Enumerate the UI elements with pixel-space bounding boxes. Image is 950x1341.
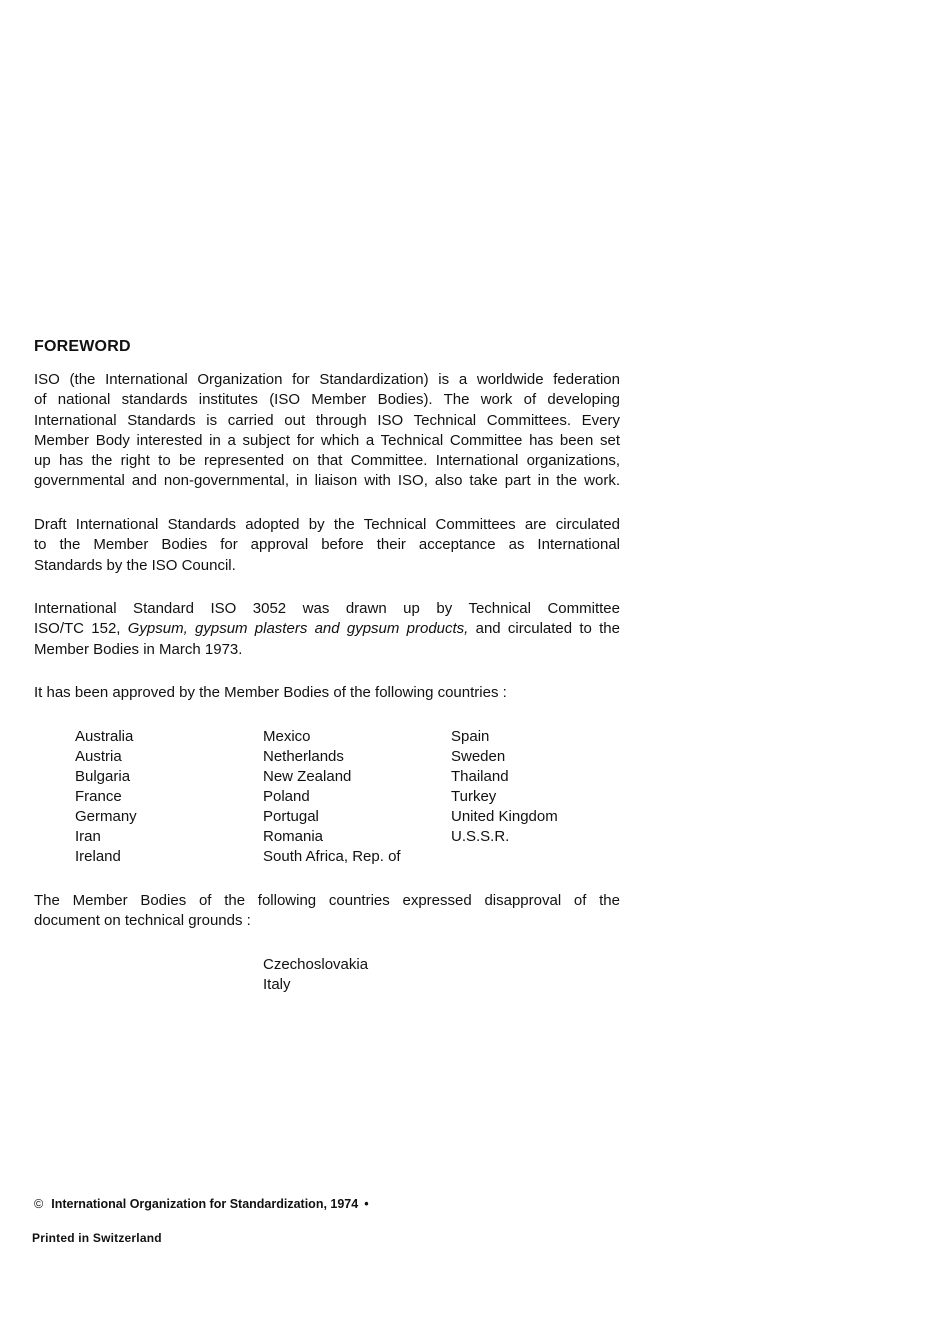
disapproving-countries-list — [263, 955, 368, 995]
copyright-line — [34, 1197, 369, 1211]
country-item: U.S.S.R. — [451, 828, 510, 845]
paragraph-line: Draft International Standards adopted by the Technical Committees are circulated — [34, 516, 620, 533]
country-item: Romania — [263, 828, 324, 845]
foreword-paragraph-5 — [34, 891, 620, 932]
foreword-paragraph-2 — [34, 515, 620, 576]
paragraph-line: Member Body interested in a subject for which a Technical Committee has been set — [34, 431, 620, 449]
approving-countries-column-1 — [75, 727, 137, 867]
country-item: Czechoslovakia — [263, 956, 369, 973]
country-item: Germany — [75, 808, 137, 825]
country-item: Italy — [263, 976, 291, 993]
country-item: United Kingdom — [451, 808, 558, 825]
bullet-icon: • — [364, 1197, 369, 1211]
country-item: Netherlands — [263, 748, 344, 765]
paragraph-line: governmental and non-governmental, in liaison with ISO, also take part in the work. — [34, 472, 620, 490]
country-item: New Zealand — [263, 768, 352, 785]
approving-countries-column-3 — [451, 727, 558, 847]
paragraph-line: International Standard ISO 3052 was drawn up by Technical Committee — [34, 600, 620, 617]
country-item: Australia — [75, 728, 134, 745]
country-item: France — [75, 788, 122, 805]
copyright-text: International Organization for Standardization, 1974 — [51, 1197, 359, 1211]
country-item: Thailand — [451, 768, 509, 785]
foreword-heading: FOREWORD — [34, 338, 131, 355]
country-item: Ireland — [75, 848, 121, 865]
country-item: Austria — [75, 748, 122, 765]
paragraph-line: of national standards institutes (ISO Member Bodies). The work of developing — [34, 391, 620, 409]
paragraph-line: to the Member Bodies for approval before their acceptance as International — [34, 536, 620, 554]
country-item: Mexico — [263, 728, 311, 745]
paragraph-line: ISO (the International Organization for Standardization) is a worldwide federation — [34, 371, 620, 388]
committee-ref: ISO/TC 152, — [34, 620, 128, 638]
paragraph-line: Member Bodies in March 1973. — [34, 640, 243, 658]
country-item: South Africa, Rep. of — [263, 848, 401, 865]
country-item: Portugal — [263, 808, 319, 825]
foreword-paragraph-4 — [34, 683, 620, 703]
foreword-paragraph-1 — [34, 370, 620, 492]
paragraph-line — [34, 619, 620, 639]
country-item: Poland — [263, 788, 310, 805]
approving-countries-column-2 — [263, 727, 401, 867]
paragraph-line: International Standards is carried out through ISO Technical Committees. Every — [34, 411, 620, 429]
copyright-icon: © — [34, 1197, 44, 1211]
paragraph-line: Standards by the ISO Council. — [34, 556, 236, 574]
printed-in-line: Printed in Switzerland — [32, 1231, 162, 1245]
paragraph-line: up has the right to be represented on that Committee. International organizations, — [34, 452, 620, 470]
country-item: Spain — [451, 728, 490, 745]
paragraph-line: It has been approved by the Member Bodies of the following countries : — [34, 684, 507, 701]
country-item: Turkey — [451, 788, 497, 805]
paragraph-line: The Member Bodies of the following countries expressed disapproval of the — [34, 892, 620, 909]
country-item: Iran — [75, 828, 101, 845]
country-item: Sweden — [451, 748, 506, 765]
committee-title: Gypsum, gypsum plasters and gypsum products, — [127, 620, 469, 638]
committee-suffix: and circulated to the — [468, 620, 620, 638]
foreword-paragraph-3 — [34, 599, 620, 660]
paragraph-line: document on technical grounds : — [34, 912, 251, 930]
country-item: Bulgaria — [75, 768, 131, 785]
